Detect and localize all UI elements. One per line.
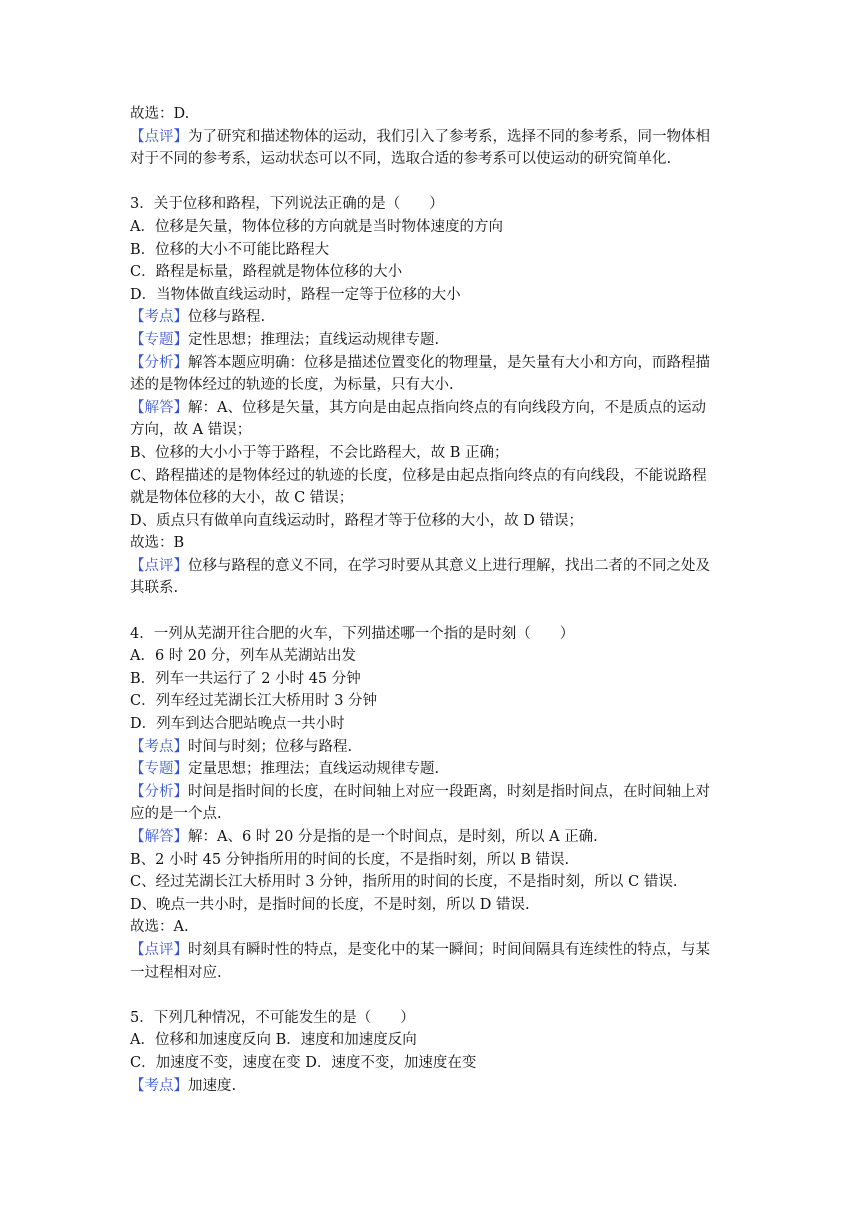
q3-dianping (130, 555, 730, 578)
q3-option-c: C．路程是标量，路程就是物体位移的大小 (130, 264, 403, 281)
q3-jieda (130, 397, 730, 420)
jieda-text: 解：A、位移是矢量，其方向是由起点指向终点的有向线段方向，不是质点的运动 (188, 399, 706, 416)
q4-fenxi-cont: 应的是一个点. (130, 806, 222, 823)
prev-answer: 故选：D. (130, 106, 190, 122)
q4-option-c: C．列车经过芜湖长江大桥用时 3 分钟 (130, 693, 378, 710)
q3-jieda-l3: B、位移的大小小于等于路程，不会比路程大，故 B 正确； (130, 444, 509, 461)
q5-kaodian (130, 1075, 730, 1098)
q4-option-b: B．列车一共运行了 2 小时 45 分钟 (130, 670, 361, 687)
fenxi-text: 解答本题应明确：位移是描述位置变化的物理量，是矢量有大小和方向，而路程描 (188, 354, 710, 371)
fenxi-tag: 【分析】 (130, 354, 188, 371)
kaodian-text: 位移与路程. (188, 309, 266, 326)
fenxi-text: 时间是指时间的长度，在时间轴上对应一段距离，时刻是指时间点，在时间轴上对 (188, 783, 710, 800)
q4-dianping (130, 939, 730, 962)
dianping-text: 位移与路程的意义不同，在学习时要从其意义上进行理解，找出二者的不同之处及 (188, 557, 710, 574)
prev-review-cont: 对于不同的参考系，运动状态可以不同，选取合适的参考系可以使运动的研究简单化. (130, 151, 672, 168)
document-page (130, 103, 730, 1097)
q3-option-b: B．位移的大小不可能比路程大 (130, 241, 330, 258)
q3-option-a: A．位移是矢量，物体位移的方向就是当时物体速度的方向 (130, 218, 503, 235)
q5-options-row2: C．加速度不变，速度在变 D．速度不变，加速度在变 (130, 1054, 477, 1071)
q3-option-d: D．当物体做直线运动时，路程一定等于位移的大小 (130, 286, 461, 303)
q4-jieda (130, 826, 730, 849)
q3-dianping-cont: 其联系. (130, 580, 179, 597)
dianping-tag: 【点评】 (130, 557, 188, 574)
q4-jieda-l3: C、经过芜湖长江大桥用时 3 分钟，指所用的时间的长度，不是指时刻，所以 C 错误. (130, 874, 678, 891)
jieda-tag: 【解答】 (130, 399, 188, 416)
q4-zhuanti (130, 758, 730, 781)
zhuanti-tag: 【专题】 (130, 761, 188, 778)
jieda-text: 解：A、6 时 20 分是指的是一个时间点，是时刻，所以 A 正确. (188, 829, 598, 845)
kaodian-text: 加速度. (188, 1077, 237, 1094)
q3-jieda-l2: 方向，故 A 错误； (130, 422, 252, 439)
review-text: 为了研究和描述物体的运动，我们引入了参考系，选择不同的参考系，同一物体相 (188, 128, 710, 145)
review-tag: 【点评】 (130, 128, 188, 145)
q4-answer: 故选：A. (130, 919, 189, 936)
kaodian-tag: 【考点】 (130, 738, 188, 755)
q4-jieda-l2: B、2 小时 45 分钟指所用的时间的长度，不是指时刻，所以 B 错误. (130, 851, 570, 868)
jieda-tag: 【解答】 (130, 829, 188, 845)
q4-dianping-cont: 一过程相对应. (130, 964, 222, 981)
q4-fenxi (130, 781, 730, 804)
q4-kaodian (130, 736, 730, 759)
zhuanti-text: 定性思想；推理法；直线运动规律专题. (188, 331, 440, 348)
q4-option-a: A．6 时 20 分，列车从芜湖站出发 (130, 648, 356, 665)
q3-fenxi (130, 352, 730, 375)
dianping-text: 时刻具有瞬时性的特点，是变化中的某一瞬间；时间间隔具有连续性的特点，与某 (188, 941, 710, 958)
q3-jieda-l5: 就是物体位移的大小，故 C 错误； (130, 490, 354, 507)
q3-fenxi-cont: 述的是物体经过的轨迹的长度，为标量，只有大小. (130, 377, 454, 394)
q4-jieda-l4: D、晚点一共小时，是指时间的长度，不是时刻，所以 D 错误. (130, 896, 530, 913)
prev-review (130, 126, 730, 149)
q3-stem: 3．关于位移和路程，下列说法正确的是（ ） (130, 196, 444, 213)
zhuanti-tag: 【专题】 (130, 331, 188, 348)
q3-kaodian (130, 306, 730, 329)
zhuanti-text: 定量思想；推理法；直线运动规律专题. (188, 761, 440, 778)
q3-jieda-l6: D、质点只有做单向直线运动时，路程才等于位移的大小，故 D 错误； (130, 512, 583, 529)
kaodian-tag: 【考点】 (130, 309, 188, 326)
q3-jieda-l4: C、路程描述的是物体经过的轨迹的长度，位移是由起点指向终点的有向线段，不能说路程 (130, 467, 707, 484)
q5-stem: 5．下列几种情况，不可能发生的是（ ） (130, 1009, 415, 1026)
fenxi-tag: 【分析】 (130, 783, 188, 800)
kaodian-tag: 【考点】 (130, 1077, 188, 1094)
q4-option-d: D．列车到达合肥站晚点一共小时 (130, 716, 345, 733)
q4-stem: 4．一列从芜湖开往合肥的火车，下列描述哪一个指的是时刻（ ） (130, 625, 575, 642)
dianping-tag: 【点评】 (130, 941, 188, 958)
q3-zhuanti (130, 329, 730, 352)
q5-options-row1: A．位移和加速度反向 B．速度和加速度反向 (130, 1032, 417, 1049)
kaodian-text: 时间与时刻；位移与路程. (188, 738, 353, 755)
q3-answer: 故选：B (130, 535, 185, 552)
